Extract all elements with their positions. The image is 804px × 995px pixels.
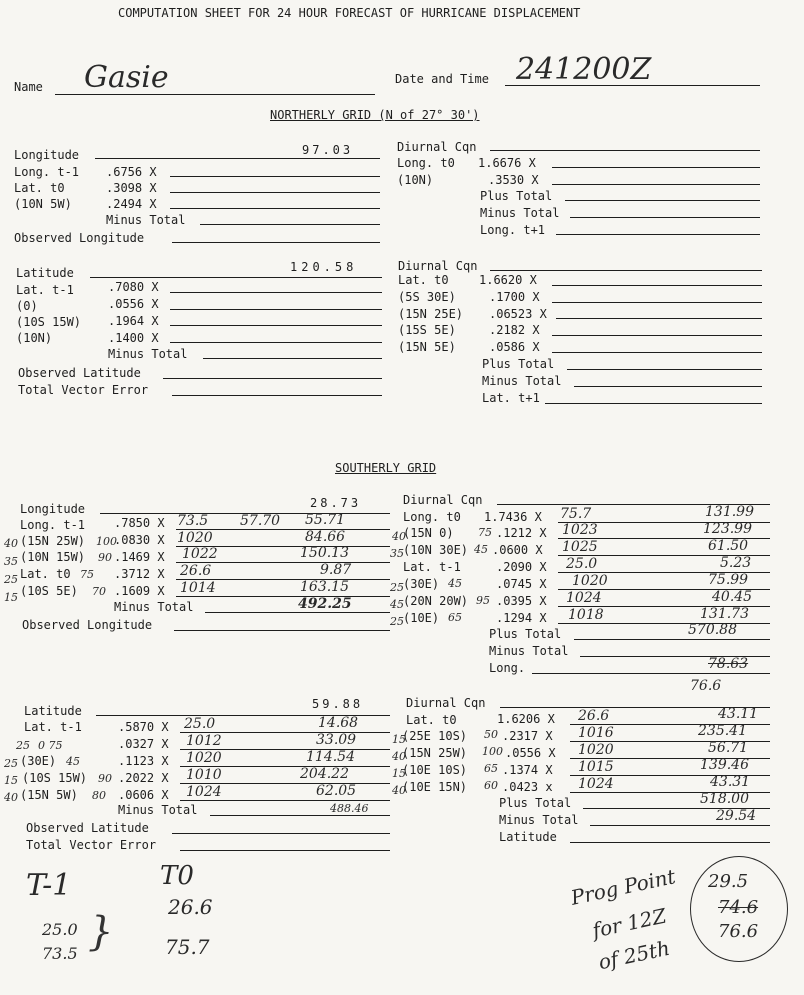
s-lat-cqn-plus-result: 518.00	[700, 791, 749, 807]
s-lon-cqn-row-line	[558, 623, 770, 624]
n-lon-value: 97.03	[302, 143, 354, 157]
s-lat-row-label: (10S 15W)	[22, 771, 88, 785]
s-lat-cqn-margin: 40	[392, 750, 406, 763]
n-lon-cqn-row-line	[552, 167, 760, 168]
s-lat-minus-result: 488.46	[330, 802, 369, 815]
datetime-value: 241200Z	[516, 52, 652, 87]
s-observed-lon: Observed Longitude	[22, 618, 153, 632]
s-lon-cqn-hw: 1023	[562, 522, 598, 538]
n-lon-t1: Long. t+1	[480, 223, 546, 237]
n-lon-row-coef: .6756 X	[106, 165, 157, 179]
s-lon-row-coef: .3712 X	[114, 567, 165, 581]
n-lon-line	[95, 158, 380, 159]
note-circled-val: 74.6	[718, 897, 759, 918]
n-lon-cqn-coef: .3530 X	[488, 173, 539, 187]
s-lat-cqn-coef: .0556 X	[505, 746, 556, 760]
n-lat-row-line	[170, 309, 382, 310]
s-lon-cqn-hw: 25.0	[566, 556, 598, 572]
s-lon-hw: 1020	[177, 530, 213, 546]
s-lat-label: Latitude	[24, 704, 82, 718]
n-lon-cqn-minus-line	[570, 217, 760, 218]
n-lon-cqn-label: (10N)	[397, 173, 434, 187]
s-lon-pre: 70	[92, 585, 106, 598]
s-lon-minus-line	[205, 612, 390, 613]
n-lon-t1-line	[556, 234, 760, 235]
s-lon-margin: 15	[4, 591, 18, 604]
s-lat-cqn-result: 43.31	[710, 774, 751, 790]
s-lat-cqn-latitude-line	[570, 842, 770, 843]
s-lat-cqn-pre: 60	[484, 779, 498, 792]
n-lon-row-line	[170, 176, 380, 177]
s-lon-cqn-label: Long. t0	[403, 510, 461, 524]
n-lon-row-label: (10N 5W)	[14, 197, 72, 211]
s-lon-minus-total: Minus Total	[114, 600, 194, 614]
s-lon-hw: 1014	[180, 580, 216, 596]
note-brace: }	[88, 909, 114, 955]
n-lat-cqn-title: Diurnal Cqn	[398, 259, 478, 273]
s-lat-margin: 25	[16, 739, 30, 752]
s-lat-result: 204.22	[300, 766, 349, 782]
n-lon-cqn-label: Long. t0	[397, 156, 455, 170]
s-lon-cqn-result: 131.73	[700, 606, 749, 622]
s-lat-cqn-latitude: Latitude	[499, 830, 557, 844]
n-lat-cqn-row-line	[552, 285, 762, 286]
s-lon-long-line	[532, 673, 770, 674]
n-lon-row-coef: .2494 X	[106, 197, 157, 211]
n-lon-cqn-plus: Plus Total	[480, 189, 553, 203]
s-lat-pre: 90	[98, 772, 112, 785]
s-lon-cqn-margin: 25	[390, 581, 404, 594]
n-lat-minus-line	[203, 358, 382, 359]
n-lon-row-label: Long. t-1	[14, 165, 80, 179]
s-lon-value: 28.73	[310, 496, 362, 510]
s-lon-pre: 75	[80, 568, 94, 581]
s-lon-cqn-result: 40.45	[712, 589, 753, 605]
n-lon-row-coef: .3098 X	[106, 181, 157, 195]
s-lon-row-line	[176, 596, 390, 597]
s-lon-cqn-margin: 25	[390, 615, 404, 628]
s-lat-result: 62.05	[316, 783, 357, 799]
s-lat-cqn-coef: .0423 x	[502, 780, 553, 794]
s-lon-long-result: 78.63	[708, 656, 749, 672]
note-t-minus-1: T-1	[26, 868, 72, 903]
s-lon-cqn-hw: 1025	[562, 539, 598, 555]
northerly-grid-title: NORTHERLY GRID (N of 27° 30')	[270, 108, 480, 122]
s-total-vector-error: Total Vector Error	[26, 838, 157, 852]
s-lon-cqn-hw: 1024	[566, 590, 602, 606]
n-lat-cqn-line	[490, 270, 762, 271]
s-lat-row-coef: .5870 X	[118, 720, 169, 734]
s-lon-result: 55.71	[305, 512, 346, 528]
s-lon-long: Long.	[489, 661, 526, 675]
s-lon-cqn-minus: Minus Total	[489, 644, 569, 658]
s-lon-pre: 90	[98, 551, 112, 564]
n-lon-row-line	[170, 192, 380, 193]
s-lon-row-coef: .7850 X	[114, 516, 165, 530]
n-lat-cqn-label: (15N 5E)	[398, 340, 456, 354]
s-lon-hw: 73.5	[177, 513, 209, 529]
s-lat-row-coef: .1123 X	[118, 754, 169, 768]
n-lat-row-coef: .7080 X	[108, 280, 159, 294]
s-lat-row-coef: .0327 X	[118, 737, 169, 751]
n-lon-minus-total: Minus Total	[106, 213, 186, 227]
s-lon-cqn-coef: .2090 X	[496, 560, 547, 574]
s-lat-cqn-coef: .1374 X	[502, 763, 553, 777]
s-lat-result: 14.68	[318, 715, 359, 731]
s-lat-cqn-margin: 15	[392, 733, 406, 746]
n-lon-cqn-title: Diurnal Cqn	[397, 140, 477, 154]
s-lat-margin: 40	[4, 791, 18, 804]
s-lat-row-coef: .0606 X	[118, 788, 169, 802]
n-lat-cqn-label: Lat. t0	[398, 273, 449, 287]
n-lat-line	[90, 277, 382, 278]
note-prog-point: Prog Point	[568, 864, 678, 910]
s-lat-cqn-hw: 1016	[578, 725, 614, 741]
s-lat-cqn-hw: 1015	[578, 759, 614, 775]
s-lat-hw: 1010	[186, 767, 222, 783]
s-lat-cqn-pre: 100	[482, 745, 503, 758]
note-prog-point: for 12Z	[590, 903, 669, 943]
s-lon-row-label: (15N 25W)	[20, 534, 86, 548]
s-lat-row-label: (30E)	[20, 754, 57, 768]
s-lat-cqn-hw: 26.6	[578, 708, 610, 724]
n-lat-row-coef: .1964 X	[108, 314, 159, 328]
southerly-grid-title: SOUTHERLY GRID	[335, 461, 437, 475]
s-lon-cqn-hw: 1020	[572, 573, 608, 589]
s-lon-pre: 100	[96, 535, 117, 548]
s-lon-margin: 35	[4, 555, 18, 568]
s-lat-cqn-pre: 65	[484, 762, 498, 775]
s-lat-cqn-result: 139.46	[700, 757, 749, 773]
s-observed-lat: Observed Latitude	[26, 821, 149, 835]
n-lat-row-label: Lat. t-1	[16, 283, 74, 297]
s-lon-cqn-pre: 45	[448, 577, 462, 590]
s-lat-hw: 1024	[186, 784, 222, 800]
s-lon-row-label: (10N 15W)	[20, 550, 86, 564]
s-lon-cqn-coef: .1294 X	[496, 611, 547, 625]
s-lat-margin: 25	[4, 757, 18, 770]
n-lon-cqn-minus: Minus Total	[480, 206, 560, 220]
s-lat-cqn-margin: 15	[392, 767, 406, 780]
note-prog-point: of 25th	[596, 935, 672, 975]
s-lon-cqn-result: 5.23	[720, 555, 752, 571]
s-lon-result: 163.15	[300, 579, 349, 595]
s-lon-result: 150.13	[300, 545, 349, 561]
s-lon-cqn-plus-result: 570.88	[688, 622, 737, 638]
s-lon-minus-result: 492.25	[298, 596, 352, 612]
n-lon-cqn-line	[490, 150, 760, 151]
s-lat-cqn-hw: 1020	[578, 742, 614, 758]
s-lon-cqn-coef: .0745 X	[496, 577, 547, 591]
s-lon-cqn-result: 75.99	[708, 572, 749, 588]
s-lon-row-coef: .1469 X	[114, 550, 165, 564]
s-lat-cqn-title: Diurnal Cqn	[406, 696, 486, 710]
n-lon-cqn-coef: 1.6676 X	[478, 156, 536, 170]
n-lat-row-line	[170, 325, 382, 326]
s-lon-cqn-label: (15N 0)	[403, 526, 454, 540]
n-lon-cqn-row-line	[552, 184, 760, 185]
s-lon-long-corrected: 76.6	[690, 678, 722, 694]
s-lat-cqn-coef: .2317 X	[502, 729, 553, 743]
name-label: Name	[14, 80, 43, 94]
s-lon-cqn-coef: .0395 X	[496, 594, 547, 608]
s-total-vector-error-line	[180, 850, 390, 851]
s-lon-cqn-label: (10N 30E)	[403, 543, 469, 557]
n-lon-row-line	[170, 208, 380, 209]
n-lat-row-line	[170, 342, 382, 343]
n-lat-value: 120.58	[290, 260, 358, 274]
s-lat-pre: 45	[66, 755, 80, 768]
s-lon-cqn-coef: .1212 X	[496, 526, 547, 540]
s-lon-cqn-margin: 35	[390, 547, 404, 560]
note-t0-val: 26.6	[168, 895, 213, 919]
s-lon-cqn-plus-line	[574, 639, 770, 640]
s-lon-cqn-label: Lat. t-1	[403, 560, 461, 574]
s-lat-cqn-minus: Minus Total	[499, 813, 579, 827]
n-lat-row-label: (0)	[16, 299, 38, 313]
n-lat-cqn-label: (15N 25E)	[398, 307, 464, 321]
n-lat-row-label: (10N)	[16, 331, 53, 345]
s-lat-cqn-plus: Plus Total	[499, 796, 572, 810]
s-lon-cqn-label: (10E)	[403, 611, 440, 625]
s-lon-cqn-title: Diurnal Cqn	[403, 493, 483, 507]
n-lat-cqn-minus: Minus Total	[482, 374, 562, 388]
s-lon-row-coef: .1609 X	[114, 584, 165, 598]
s-lon-cqn-pre: 65	[448, 611, 462, 624]
n-lon-cqn-plus-line	[565, 200, 760, 201]
s-lat-minus-total: Minus Total	[118, 803, 198, 817]
s-lon-cqn-coef: 1.7436 X	[484, 510, 542, 524]
n-lat-cqn-minus-line	[574, 386, 762, 387]
sheet-title: COMPUTATION SHEET FOR 24 HOUR FORECAST OF HURRICANE DISPLACEMENT	[118, 6, 581, 20]
s-lat-row-coef: .2022 X	[118, 771, 169, 785]
datetime-label: Date and Time	[395, 72, 489, 86]
s-lon-margin: 40	[4, 537, 18, 550]
n-lat-cqn-plus-line	[567, 369, 762, 370]
n-lon-label: Longitude	[14, 148, 80, 162]
s-lon-cqn-label: (20N 20W)	[403, 594, 469, 608]
s-lat-cqn-result: 235.41	[698, 723, 747, 739]
n-lat-cqn-coef: 1.6620 X	[479, 273, 537, 287]
s-lat-value: 59.88	[312, 697, 364, 711]
s-lat-hw: 1020	[186, 750, 222, 766]
s-lat-row-label: 0 75	[38, 739, 63, 752]
s-lat-result: 33.09	[316, 732, 357, 748]
s-lon-cqn-hw: 1018	[568, 607, 604, 623]
note-circled-val: 76.6	[718, 921, 759, 942]
s-lat-cqn-pre: 50	[484, 728, 498, 741]
s-lon-cqn-pre: 75	[478, 526, 492, 539]
n-lat-cqn-row-line	[552, 302, 762, 303]
note-t0-val: 75.7	[165, 935, 210, 959]
n-lat-row-coef: .0556 X	[108, 297, 159, 311]
s-lon-hw: 1022	[182, 546, 218, 562]
n-observed-lon-line	[172, 242, 380, 243]
s-lon-row-label: (10S 5E)	[20, 584, 78, 598]
s-lon-cqn-result: 61.50	[708, 538, 749, 554]
note-circled-val: 29.5	[708, 871, 749, 892]
s-lon-row-coef: .0830 X	[114, 533, 165, 547]
s-lon-cqn-label: (30E)	[403, 577, 440, 591]
s-lon-cqn-pre: 95	[476, 594, 490, 607]
n-lat-cqn-coef: .06523 X	[489, 307, 547, 321]
s-lon-label: Longitude	[20, 502, 86, 516]
n-lat-cqn-row-line	[552, 335, 762, 336]
s-lon-margin: 25	[4, 573, 18, 586]
n-lon-minus-line	[200, 224, 380, 225]
s-lat-cqn-label: (25E 10S)	[402, 729, 468, 743]
n-lat-t1-line	[545, 403, 762, 404]
n-lon-row-label: Lat. t0	[14, 181, 65, 195]
s-lat-cqn-label: Lat. t0	[406, 713, 457, 727]
s-lat-cqn-hw: 1024	[578, 776, 614, 792]
s-lat-minus-line	[210, 815, 390, 816]
s-lon-result: 9.87	[320, 562, 352, 578]
s-lat-cqn-margin: 40	[392, 784, 406, 797]
note-t0: T0	[160, 861, 194, 891]
s-lon-cqn-result: 123.99	[703, 521, 752, 537]
s-lon-result: 84.66	[305, 529, 346, 545]
s-lat-pre: 80	[92, 789, 106, 802]
n-lat-cqn-coef: .0586 X	[489, 340, 540, 354]
s-lon-cqn-margin: 45	[390, 598, 404, 611]
s-lon-cqn-result: 131.99	[705, 504, 754, 520]
s-lat-row-label: (15N 5W)	[20, 788, 78, 802]
n-total-vector-error: Total Vector Error	[18, 383, 149, 397]
s-lon-row-label: Long. t-1	[20, 518, 86, 532]
n-lat-row-line	[170, 292, 382, 293]
note-t-minus-1-val: 73.5	[42, 944, 78, 963]
s-lat-cqn-coef: 1.6206 X	[497, 712, 555, 726]
n-lat-cqn-label: (5S 30E)	[398, 290, 456, 304]
s-lat-cqn-label: (10E 10S)	[402, 763, 468, 777]
s-lon-cqn-margin: 40	[392, 530, 406, 543]
s-lat-result: 114.54	[306, 749, 355, 765]
s-lat-cqn-result: 56.71	[708, 740, 749, 756]
n-lat-label: Latitude	[16, 266, 74, 280]
s-lat-cqn-result: 43.11	[718, 706, 759, 722]
s-lat-cqn-label: (15N 25W)	[402, 746, 468, 760]
name-value: Gasie	[84, 60, 169, 95]
note-t-minus-1-val: 25.0	[42, 920, 78, 939]
n-lat-cqn-row-line	[556, 318, 762, 319]
s-observed-lat-line	[172, 833, 390, 834]
n-lat-minus-total: Minus Total	[108, 347, 188, 361]
s-lat-margin: 15	[4, 774, 18, 787]
s-lon-hw-extra: 57.70	[240, 513, 281, 529]
s-lat-cqn-minus-line	[590, 825, 770, 826]
n-lat-row-coef: .1400 X	[108, 331, 159, 345]
n-lat-cqn-coef: .1700 X	[489, 290, 540, 304]
n-total-vector-error-line	[172, 395, 382, 396]
s-lon-cqn-plus: Plus Total	[489, 627, 562, 641]
n-lat-t1: Lat. t+1	[482, 391, 540, 405]
n-observed-lat-line	[163, 378, 382, 379]
n-lat-cqn-row-line	[552, 352, 762, 353]
s-lat-hw: 25.0	[184, 716, 216, 732]
n-lat-row-label: (10S 15W)	[16, 315, 82, 329]
s-lon-cqn-hw: 75.7	[560, 506, 592, 522]
n-observed-lon: Observed Longitude	[14, 231, 145, 245]
n-lat-cqn-label: (15S 5E)	[398, 323, 456, 337]
n-lat-cqn-coef: .2182 X	[489, 323, 540, 337]
n-lat-cqn-plus: Plus Total	[482, 357, 555, 371]
s-lat-row-line	[180, 800, 390, 801]
s-lat-cqn-minus-result: 29.54	[716, 808, 757, 824]
s-lon-cqn-pre: 45	[474, 543, 488, 556]
s-lon-cqn-coef: .0600 X	[492, 543, 543, 557]
s-lon-row-label: Lat. t0	[20, 567, 71, 581]
s-lat-cqn-label: (10E 15N)	[402, 780, 468, 794]
s-observed-lon-line	[174, 630, 390, 631]
s-lon-hw: 26.6	[180, 563, 212, 579]
n-observed-lat: Observed Latitude	[18, 366, 141, 380]
s-lat-hw: 1012	[186, 733, 222, 749]
s-lat-row-label: Lat. t-1	[24, 720, 82, 734]
